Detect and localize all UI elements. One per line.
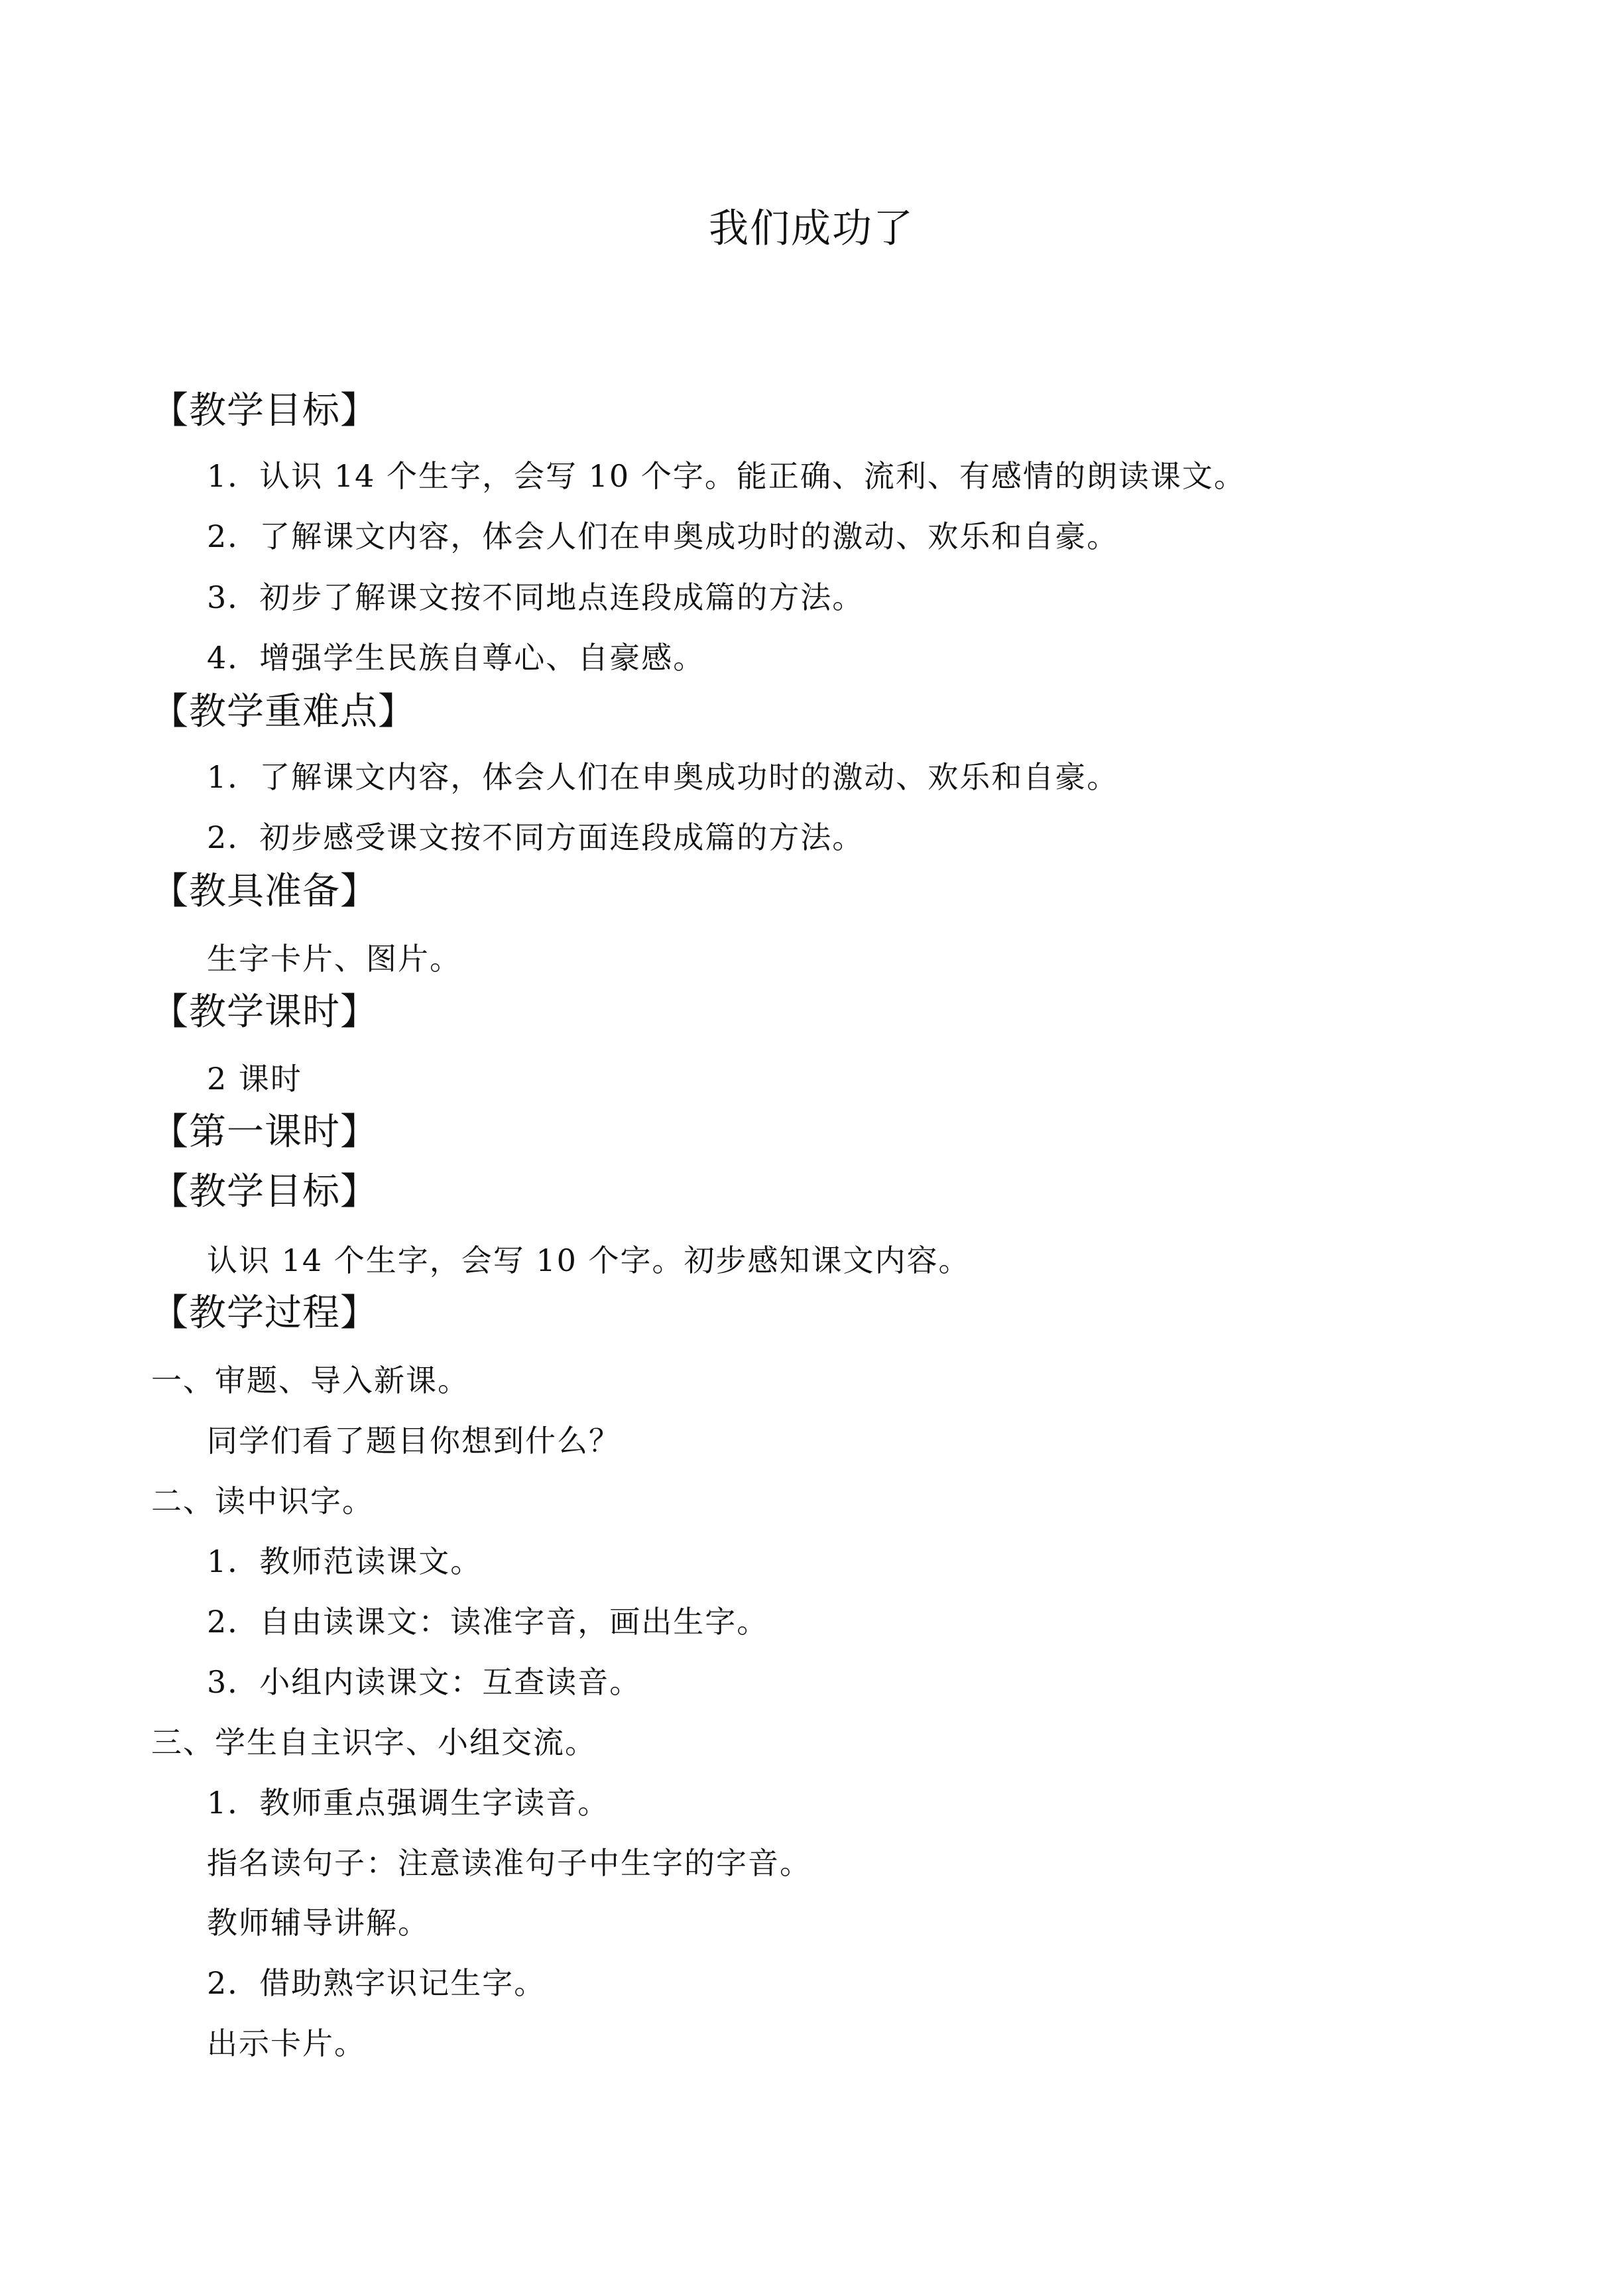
- process-step-1-text: 同学们看了题目你想到什么？: [207, 1423, 621, 1459]
- tools-item: 生字卡片、图片。: [207, 941, 461, 977]
- heading-class-hours: 【教学课时】: [151, 991, 378, 1034]
- process-step-3-text-3: 出示卡片。: [207, 2025, 366, 2061]
- process-step-3-text-2: 教师辅导讲解。: [207, 1905, 430, 1941]
- goal-item-1: 1．认识 14 个生字，会写 10 个字。能正确、流利、有感情的朗读课文。: [207, 458, 1246, 494]
- heading-lesson-goals: 【教学目标】: [151, 1170, 378, 1213]
- process-step-1: 一、审题、导入新课。: [151, 1362, 469, 1398]
- goal-item-3: 3．初步了解课文按不同地点连段成篇的方法。: [207, 579, 865, 615]
- process-step-3: 三、学生自主识字、小组交流。: [151, 1724, 597, 1760]
- process-step-2-item-1: 1．教师范读课文。: [207, 1543, 483, 1579]
- process-step-2-item-2: 2．自由读课文：读准字音，画出生字。: [207, 1604, 769, 1640]
- process-step-2-item-3: 3．小组内读课文：互查读音。: [207, 1664, 642, 1700]
- key-point-item-2: 2．初步感受课文按不同方面连段成篇的方法。: [207, 819, 865, 855]
- process-step-2: 二、读中识字。: [151, 1483, 374, 1519]
- heading-key-points: 【教学重难点】: [151, 690, 416, 733]
- key-point-item-1: 1．了解课文内容，体会人们在申奥成功时的激动、欢乐和自豪。: [207, 759, 1119, 795]
- process-step-3-text-1: 指名读句子：注意读准句子中生字的字音。: [207, 1845, 812, 1881]
- heading-teaching-tools: 【教具准备】: [151, 870, 378, 913]
- class-hours-item: 2 课时: [207, 1061, 302, 1097]
- process-step-3-item-1: 1．教师重点强调生字读音。: [207, 1785, 610, 1821]
- heading-teaching-goals: 【教学目标】: [151, 389, 378, 432]
- process-step-3-item-2: 2．借助熟字识记生字。: [207, 1965, 546, 2001]
- heading-teaching-process: 【教学过程】: [151, 1292, 378, 1335]
- document-title: 我们成功了: [709, 206, 914, 252]
- goal-item-4: 4．增强学生民族自尊心、自豪感。: [207, 640, 705, 676]
- goal-item-2: 2．了解课文内容，体会人们在申奥成功时的激动、欢乐和自豪。: [207, 518, 1119, 554]
- heading-first-lesson: 【第一课时】: [151, 1111, 378, 1154]
- lesson-goal-item: 认识 14 个生字，会写 10 个字。初步感知课文内容。: [207, 1242, 971, 1278]
